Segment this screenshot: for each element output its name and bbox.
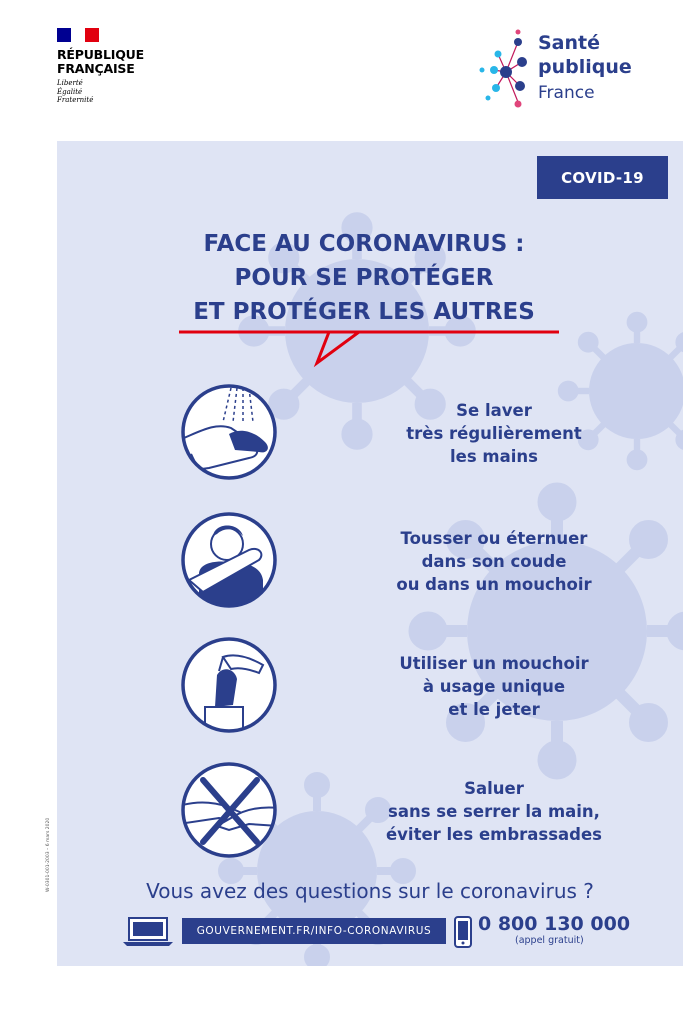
- gesture-4-line1: Saluer: [464, 779, 524, 798]
- republique-francaise-logo: [57, 28, 144, 105]
- gesture-3-line1: Utiliser un mouchoir: [399, 654, 589, 673]
- french-flag-icon: [57, 28, 99, 42]
- gesture-1-line2: très régulièrement: [406, 424, 582, 443]
- sante-line2: publique: [538, 56, 632, 78]
- gesture-cough-elbow: [179, 510, 659, 616]
- phone-icon: [454, 916, 472, 948]
- covid-19-badge: COVID-19: [537, 156, 668, 199]
- info-coronavirus-link[interactable]: GOUVERNEMENT.FR/INFO-CORONAVIRUS: [182, 918, 446, 944]
- gesture-4-line3: éviter les embrassades: [385, 825, 603, 844]
- phone-note: (appel gratuit): [515, 935, 584, 946]
- gesture-2-line3: ou dans un mouchoir: [396, 575, 592, 594]
- sante-publique-france-logo: [476, 28, 636, 118]
- sante-line3: France: [538, 83, 595, 103]
- gesture-2-line1: Tousser ou éternuer: [400, 529, 588, 548]
- title-line1: FACE AU CORONAVIRUS :: [203, 231, 525, 257]
- gesture-1-line1: Se laver: [456, 401, 532, 420]
- sante-line1: Santé: [538, 32, 601, 54]
- poster-title: [57, 227, 671, 329]
- title-line3: ET PROTÉGER LES AUTRES: [193, 299, 535, 325]
- footer-question: Vous avez des questions sur le coronavirus ?: [146, 879, 594, 903]
- gesture-no-handshake: [179, 760, 659, 866]
- gesture-tissue: [179, 635, 659, 741]
- tissue-icon: [179, 635, 279, 735]
- hand-washing-icon: [179, 382, 279, 482]
- poster-panel: [57, 141, 683, 966]
- molecule-icon: [476, 28, 536, 118]
- reference-code: W-0301-001-2003 – 6 mars 2020: [46, 817, 51, 892]
- no-handshake-icon: [179, 760, 279, 860]
- motto-liberte: Liberté: [57, 79, 83, 87]
- gesture-3-line3: et le jeter: [448, 700, 540, 719]
- header: [0, 0, 683, 140]
- motto-fraternite: Fraternité: [57, 96, 94, 104]
- speech-bubble-underline: [179, 329, 569, 369]
- phone-number[interactable]: 0 800 130 000: [478, 913, 631, 935]
- republique-line1: RÉPUBLIQUE: [57, 47, 144, 62]
- gesture-1-line3: les mains: [450, 447, 538, 466]
- gesture-hand-washing: [179, 382, 659, 488]
- laptop-icon: [123, 916, 173, 946]
- republique-line2: FRANÇAISE: [57, 61, 135, 76]
- gesture-4-line2: sans se serrer la main,: [388, 802, 600, 821]
- title-line2: POUR SE PROTÉGER: [234, 265, 494, 291]
- gesture-2-line2: dans son coude: [421, 552, 567, 571]
- cough-elbow-icon: [179, 510, 279, 610]
- gesture-3-line2: à usage unique: [422, 677, 566, 696]
- motto-egalite: Égalité: [57, 87, 83, 96]
